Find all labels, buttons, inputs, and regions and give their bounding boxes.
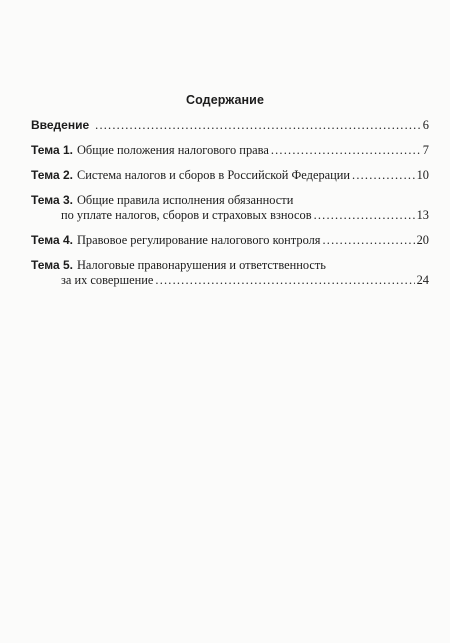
toc-label: Тема 4.	[31, 233, 73, 247]
toc-entry-topic-3	[31, 193, 429, 223]
toc-label: Тема 2.	[31, 168, 73, 182]
toc-label: Тема 1.	[31, 143, 73, 157]
toc-page-number: 7	[422, 143, 429, 157]
dot-leader	[322, 233, 414, 248]
toc-text: Общие положения налогового права	[76, 143, 269, 157]
contents-title: Содержание	[185, 93, 264, 107]
toc-line	[31, 143, 429, 158]
toc-entry-topic-5	[31, 258, 429, 288]
toc-entry-topic-4	[31, 233, 429, 248]
toc-continuation-line	[31, 208, 429, 223]
toc-line	[31, 233, 429, 248]
dot-leader	[271, 143, 421, 158]
toc-text-continuation: за их совершение	[61, 273, 154, 287]
toc-line	[31, 168, 429, 183]
dot-leader	[352, 168, 415, 183]
toc-line	[31, 193, 429, 208]
toc-text: Правовое регулирование налогового контроля	[76, 233, 321, 247]
toc-entry-topic-1	[31, 143, 429, 158]
toc-label: Тема 5.	[31, 258, 73, 272]
toc-text: Общие правила исполнения обязанности	[76, 193, 294, 207]
dot-leader	[155, 273, 414, 288]
toc-page-number: 20	[416, 233, 429, 247]
toc-text-continuation: по уплате налогов, сборов и страховых взносов	[61, 208, 312, 222]
toc-page-number: 10	[416, 168, 429, 182]
toc-text: Система налогов и сборов в Российской Федерации	[76, 168, 351, 182]
toc-label: Введение	[31, 118, 90, 132]
toc-line	[31, 118, 429, 133]
dot-leader	[95, 118, 421, 133]
toc-line	[31, 258, 429, 273]
toc-entry-introduction	[31, 118, 429, 133]
toc-label: Тема 3.	[31, 193, 73, 207]
toc-continuation-line	[31, 273, 429, 288]
toc-entry-topic-2	[31, 168, 429, 183]
dot-leader	[314, 208, 415, 223]
toc-page-number: 6	[422, 118, 429, 132]
toc-page-number: 24	[416, 273, 429, 287]
toc-page-number: 13	[416, 208, 429, 222]
table-of-contents	[31, 118, 429, 298]
toc-text: Налоговые правонарушения и ответственность	[76, 258, 326, 272]
